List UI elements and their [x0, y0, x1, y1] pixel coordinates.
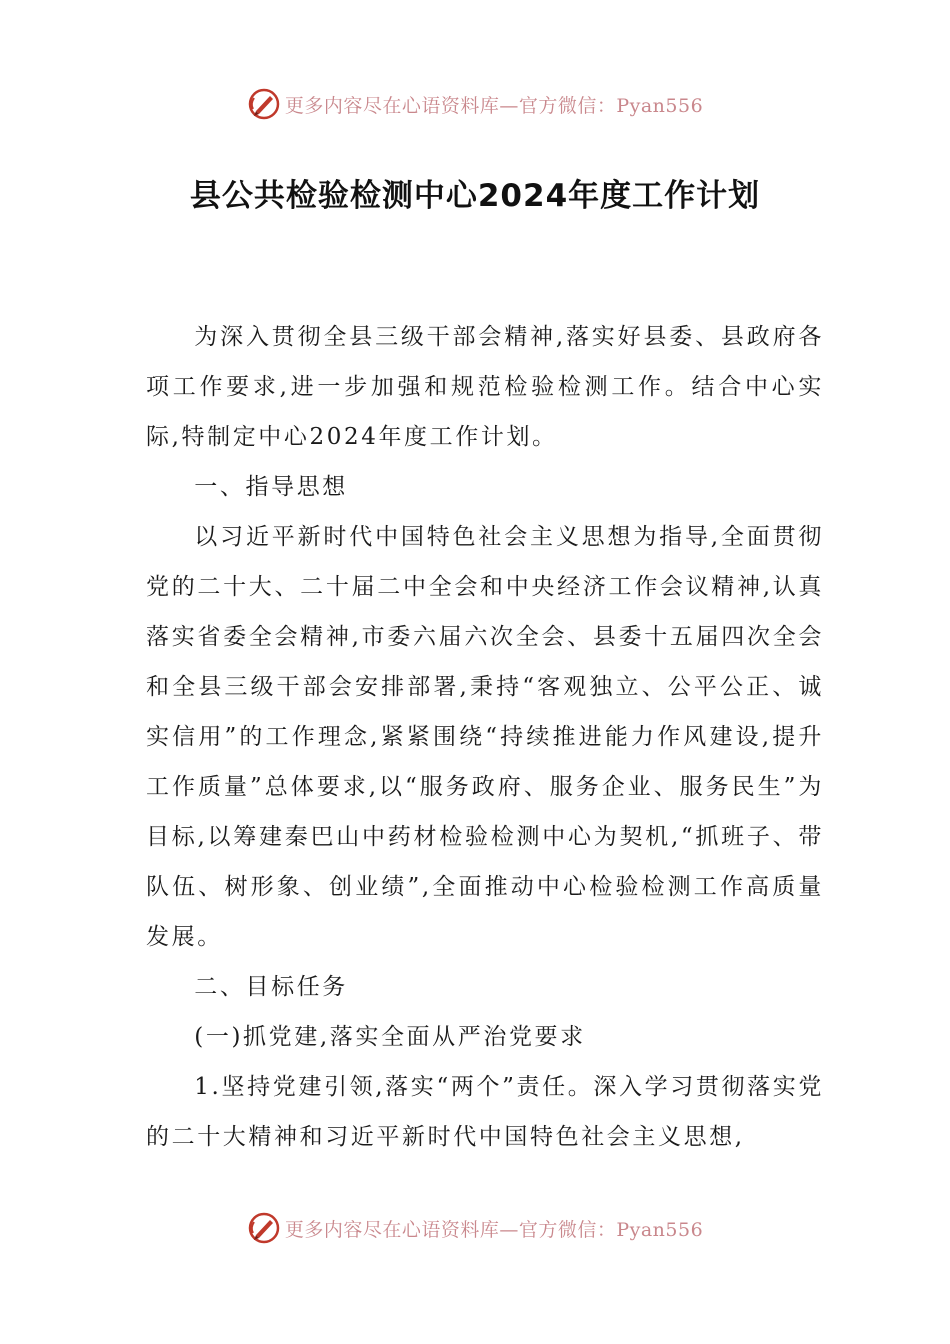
intro-paragraph: 为深入贯彻全县三级干部会精神,落实好县委、县政府各项工作要求,进一步加强和规范检验检测工作。结合中心实际,特制定中心2024年度工作计划。: [146, 324, 824, 450]
subsection-heading-party-building: (一)抓党建,落实全面从严治党要求: [194, 1024, 586, 1050]
watermark-text: 更多内容尽在心语资料库—官方微信：Pyan556: [284, 1218, 704, 1241]
header-watermark: [0, 82, 950, 126]
document-body: [146, 312, 824, 1162]
guiding-ideology-paragraph: 以习近平新时代中国特色社会主义思想为指导,全面贯彻党的二十大、二十届二中全会和中央经济工作会议精神,认真落实省委全会精神,市委六届六次全会、县委十五届四次全会和全县三级干部会安排部署,秉持“客观独立、公平公正、诚实信用”的工作理念,紧紧围绕“持续推进能力作风建设,提升工作质量”总体要求,以“服务政府、服务企业、服务民生”为目标,以筹建秦巴山中药材检验检测中心为契机,“抓班子、带队伍、树形象、创业绩”,全面推动中心检验检测工作高质量发展。: [146, 524, 824, 950]
document-title: 县公共检验检测中心2024年度工作计划: [189, 178, 761, 214]
watermark-text: 更多内容尽在心语资料库—官方微信：Pyan556: [284, 94, 704, 117]
footer-watermark: [0, 1206, 950, 1250]
section-heading-targets: 二、目标任务: [194, 974, 348, 1000]
pen-logo-icon: [247, 87, 281, 121]
section-heading-guiding-ideology: 一、指导思想: [194, 474, 348, 500]
pen-logo-icon: [247, 1211, 281, 1245]
item-paragraph-1: 1.坚持党建引领,落实“两个”责任。深入学习贯彻落实党的二十大精神和习近平新时代中国特色社会主义思想,: [146, 1074, 824, 1150]
